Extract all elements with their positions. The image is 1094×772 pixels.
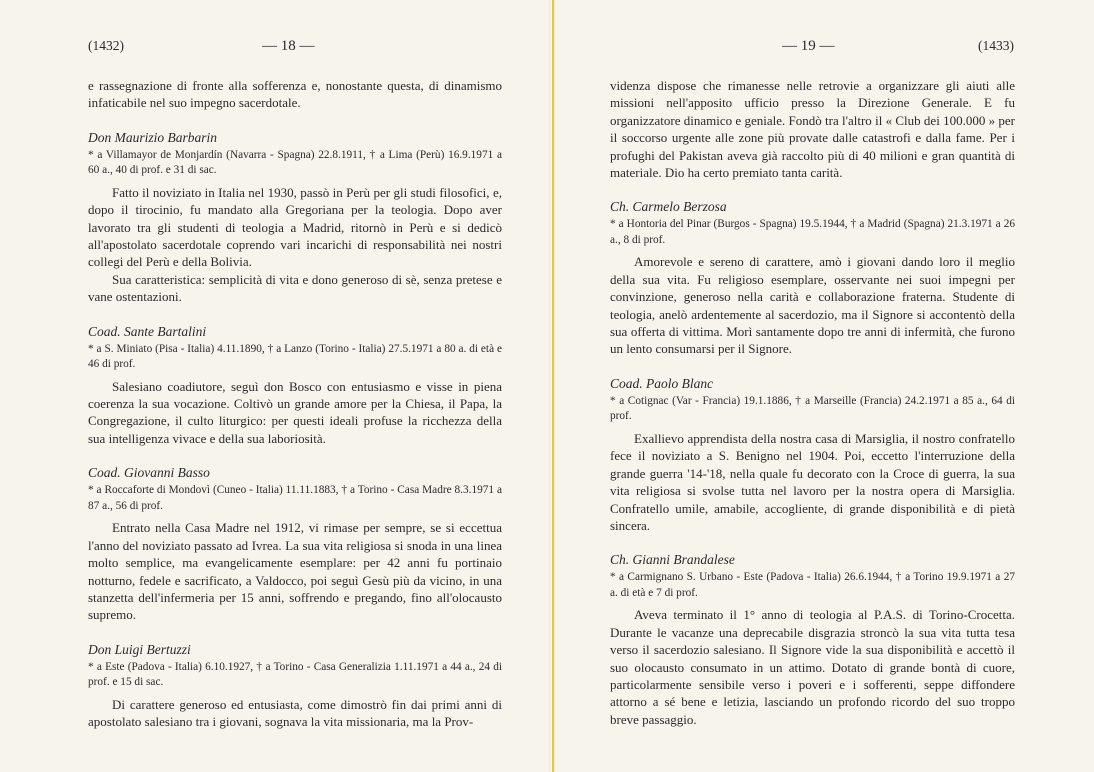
obituary-entry-bertuzzi (88, 641, 502, 731)
left-continuation-text: e rassegnazione di fronte alla sofferenza e, nonostante questa, di dinamismo infaticabile nel suo impegno sacerdotale. (88, 78, 502, 111)
left-running-head (0, 38, 553, 58)
right-running-head (554, 38, 1094, 58)
obituary-entry-bartalini (88, 323, 502, 448)
entry-name: Don Maurizio Barbarin (88, 129, 218, 145)
entry-name: Coad. Sante Bartalini (88, 323, 207, 339)
right-continuation-text: videnza dispose che rimanesse nelle retrovie a organizzare gli aiuti alle missioni nell'apposito ufficio presso la Direzione Generale. E fu organizzatore dinamico e geniale. Fondò tra l'altro il « Club dei 100.000 » per il soccorso urgente alle zone più provate dalle catastrofi e dalla fame. Per i profughi del Pakistan aveva già raccolto più di 40 milioni e gran quantità di materiale. Dio ha certo premiato tanta carità. (610, 78, 1015, 181)
obituary-entry-berzosa (610, 198, 1015, 357)
left-page-number: — 18 — (262, 38, 315, 54)
entry-paragraph: Di carattere generoso ed entusiasta, come dimostrò fin dai primi anni di apostolato salesiano tra i giovani, sognava la vita missionaria, ma la Prov- (88, 696, 502, 730)
obituary-entry-blanc (610, 375, 1015, 534)
right-page-code: (1433) (978, 38, 1014, 53)
entry-name: Don Luigi Bertuzzi (88, 641, 191, 657)
obituary-entry-brandalese (610, 551, 1015, 728)
entry-paragraph: Exallievo apprendista della nostra casa di Marsiglia, il nostro confratello fece il noviziato a S. Benigno nel 1904. Poi, eccetto l'interruzione della grande guerra '14-'18, nella quale fu decorato con la Croce di guerra, la sua vita religiosa si svolse tutta nel lavoro per la nostra opera di Marsiglia. Confratello umile, amabile, accogliente, di grande disponibilità e di pietà sincera. (610, 430, 1015, 533)
entry-dates: * a Roccaforte di Mondovì (Cuneo - Italia) 11.11.1883, † a Torino - Casa Madre 8.3.1971 a 87 a., 56 di prof. (88, 484, 502, 512)
entry-paragraph: Aveva terminato il 1° anno di teologia al P.A.S. di Torino-Crocetta. Durante le vacanze una deprecabile disgrazia stroncò la sua vita tutta tesa verso il sacerdozio salesiano. Il Signore vide la sua disponibilità e accettò il suo olocausto consumato in un attimo. Dotato di grande bontà di cuore, particolarmente sensibile verso i poveri e i sofferenti, seppe diffondere attorno a sé bene e letizia, lasciando un profondo ricordo del suo troppo breve passaggio. (610, 607, 1015, 727)
entry-name: Ch. Carmelo Berzosa (610, 199, 727, 215)
right-page-content (610, 77, 1015, 728)
entry-paragraph: Salesiano coadiutore, seguì don Bosco con entusiasmo e visse in piena coerenza la sua vocazione. Coltivò un grande amore per la Chiesa, il Papa, la Congregazione, il culto liturgico: per questi ideali profuse la ricchezza della sua intelligenza vivace e della sua laboriosità. (88, 378, 502, 446)
entry-dates: * a Cotignac (Var - Francia) 19.1.1886, † a Marseille (Francia) 24.2.1971 a 85 a., 64 di prof. (610, 394, 1015, 423)
entry-dates: * a Hontoria del Pinar (Burgos - Spagna) 19.5.1944, † a Madrid (Spagna) 21.3.1971 a 26 a., 8 di prof. (610, 218, 1015, 246)
entry-dates: * a S. Miniato (Pisa - Italia) 4.11.1890, † a Lanzo (Torino - Italia) 27.5.1971 a 80 a. di età e 46 di prof. (88, 342, 502, 371)
entry-dates: * a Este (Padova - Italia) 6.10.1927, † a Torino - Casa Generalizia 1.11.1971 a 44 a., 24 di prof. e 15 di sac. (88, 660, 502, 689)
binding-line (552, 0, 554, 772)
entry-paragraph: Fatto il noviziato in Italia nel 1930, passò in Perù per gli studi filosofici, e, dopo il tirocinio, fu mandato alla Gregoriana per la teologia. Dopo aver lavorato tra gli studenti di teologia a Madrid, ritornò in Perù e si dedicò all'apostolato sacerdotale coprendo vari incarichi di responsabilità nei nostri collegi del Perù e della Bolivia. (88, 184, 502, 270)
obituary-entry-barbarin (88, 129, 502, 306)
entry-paragraph: Entrato nella Casa Madre nel 1912, vi rimase per sempre, se si eccettua l'anno del noviziato passato ad Ivrea. La sua vita religiosa si snoda in una linea molto semplice, ma evangelicamente esemplare: per 42 anni fu portinaio notturno, fedele e sacrificato, a Valdocco, poi seguì Gesù più da vicino, in una stanzetta dell'infermeria per 15 anni, soffrendo e pregando, fino all'olocausto supremo. (88, 520, 502, 623)
entry-dates: * a Villamayor de Monjardín (Navarra - Spagna) 22.8.1911, † a Lima (Perù) 16.9.1971 a 60 a., 40 di prof. e 31 di sac. (88, 148, 502, 177)
right-page-number: — 19 — (782, 38, 835, 54)
right-page (553, 0, 1094, 772)
entry-name: Coad. Giovanni Basso (88, 465, 210, 481)
entry-paragraph: Sua caratteristica: semplicità di vita e dono generoso di sè, senza pretese e vane ostentazioni. (88, 271, 502, 305)
left-page-code: (1432) (88, 38, 124, 53)
left-page-content (88, 77, 502, 731)
entry-name: Coad. Paolo Blanc (610, 375, 714, 391)
obituary-entry-basso (88, 464, 502, 623)
entry-paragraph: Amorevole e sereno di carattere, amò i giovani dando loro il meglio della sua vita. Fu religioso esemplare, osservante nei suoi impegni per convinzione, generoso nella carità e collaborazione fraterna. Studente di teologia, anelò ardentemente al sacerdozio, ma il Signore si accontentò della sua offerta di vittima. Morì santamente dopo tre anni di infermità, che furono un lento consumarsi per il Signore. (610, 254, 1015, 357)
entry-name: Ch. Gianni Brandalese (610, 552, 735, 568)
entry-dates: * a Carmignano S. Urbano - Este (Padova - Italia) 26.6.1944, † a Torino 19.9.1971 a 27 a. di età e 7 di prof. (610, 571, 1015, 599)
